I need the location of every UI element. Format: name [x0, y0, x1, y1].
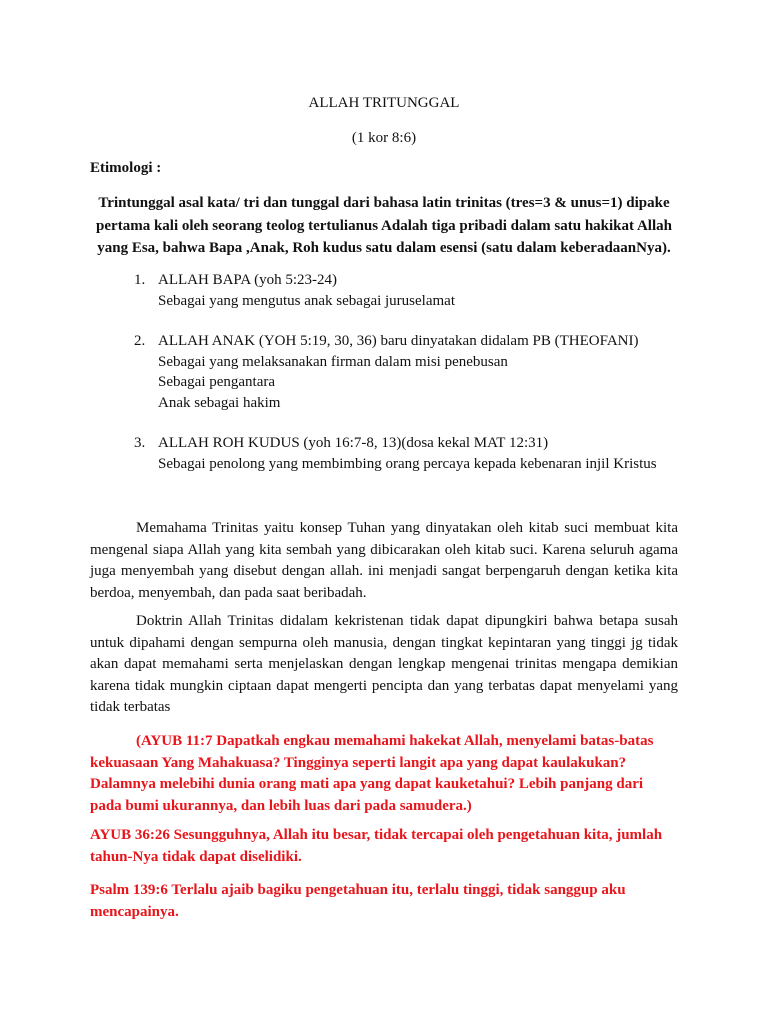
list-item-title: ALLAH ROH KUDUS (yoh 16:7-8, 13)(dosa kekal MAT 12:31) [158, 435, 549, 451]
list-item-line: Sebagai yang melaksanakan firman dalam misi penebusan [158, 353, 508, 370]
intro-paragraph: Trintunggal asal kata/ tri dan tunggal dari bahasa latin trinitas (tres=3 & unus=1) dipake pertama kali oleh seorang teolog tertulianus Adalah tiga pribadi dalam satu hakikat Allah yang Esa, bahwa Bapa ,Anak, Roh kudus satu dalam esensi (satu dalam keberadaanNya). [96, 195, 672, 256]
body-paragraph-1 [90, 518, 678, 604]
list-item-line: Sebagai yang mengutus anak sebagai juruselamat [158, 292, 455, 309]
paragraph-text: Doktrin Allah Trinitas didalam kekristenan tidak dapat dipungkiri bahwa betapa susah untuk dipahami dengan sempurna oleh manusia, dengan tingkat kepintaran yang tinggi jg tidak akan dapat memahami serta menjelaskan dengan lengkap mengenai trinitas mengapa demikian karena tidak mungkin ciptaan dapat mengerti pencipta dan yang terbatas dapat menyelami yang tidak terbatas [90, 613, 678, 715]
verse-psalm-139-6: Psalm 139:6 Terlalu ajaib bagiku pengetahuan itu, terlalu tinggi, tidak sanggup aku mencapainya. [90, 882, 626, 920]
verse-ayub-36-26: AYUB 36:26 Sesungguhnya, Allah itu besar, tidak tercapai oleh pengetahuan kita, jumlah tahun-Nya tidak dapat diselidiki. [90, 827, 663, 865]
document-reference: (1 kor 8:6) [351, 130, 417, 146]
list-item-line: Sebagai penolong yang membimbing orang percaya kepada kebenaran injil Kristus [158, 455, 657, 472]
list-item-line: Anak sebagai hakim [158, 394, 281, 411]
list-item-number: 2. [134, 333, 146, 349]
document-title: ALLAH TRITUNGGAL [308, 95, 460, 111]
list-item-title: ALLAH ANAK (YOH 5:19, 30, 36) baru dinyatakan didalam PB (THEOFANI) [158, 333, 639, 349]
list-item-number: 1. [134, 272, 146, 288]
list-item-title: ALLAH BAPA (yoh 5:23-24) [158, 272, 338, 288]
list-item-number: 3. [134, 435, 146, 451]
section-heading-etimologi: Etimologi : [90, 160, 162, 176]
body-paragraph-2 [90, 611, 678, 719]
list-item-line: Sebagai pengantara [158, 374, 276, 390]
paragraph-text: Memahama Trinitas yaitu konsep Tuhan yang dinyatakan oleh kitab suci membuat kita mengenal siapa Allah yang kita sembah yang dibicarakan oleh kitab suci. Karena seluruh agama juga menyembah yang disebut dengan allah. ini menjadi sangat berpengaruh dengan ketika kita berdoa, menyembah, dan pada saat beribadah. [90, 520, 678, 601]
verse-ayub-11-7: (AYUB 11:7 Dapatkah engkau memahami hakekat Allah, menyelami batas-batas kekuasaan Yang Mahakuasa? Tingginya seperti langit apa yang dapat kaulakukan? Dalamnya melebihi dunia orang mati apa yang dapat kauketahui? Lebih panjang dari pada bumi ukurannya, dan lebih luas dari pada samudera.) [90, 733, 654, 814]
